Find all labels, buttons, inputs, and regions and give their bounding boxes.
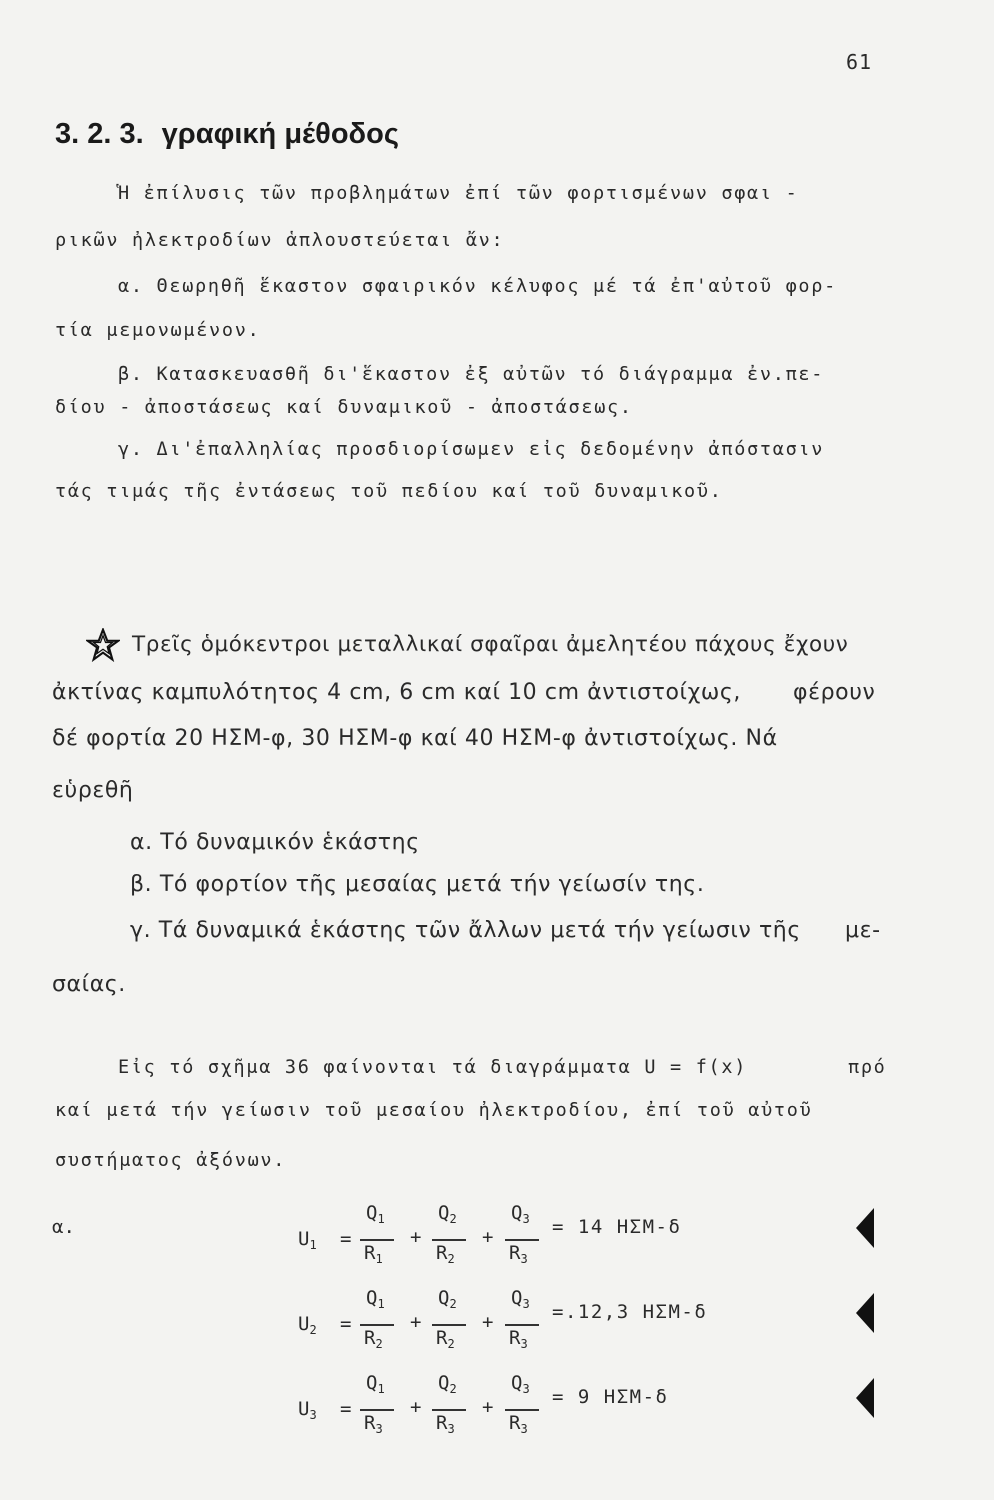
plus-sign: + [410, 1311, 422, 1333]
fraction-numerator-subscript: 2 [449, 1382, 457, 1396]
equation-lhs-subscript: 1 [309, 1238, 317, 1252]
fraction-numerator [511, 1202, 530, 1226]
fraction-numerator [438, 1372, 457, 1396]
fraction-numerator-symbol: Q [511, 1202, 523, 1224]
fraction-numerator-subscript: 2 [449, 1297, 457, 1311]
fraction-denominator [364, 1242, 383, 1266]
fraction-denominator [364, 1327, 383, 1351]
fraction-numerator-symbol: Q [366, 1372, 378, 1394]
fraction-numerator-subscript: 1 [377, 1382, 385, 1396]
problem-item-c: γ. Τά δυναμικά ἑκάστης τῶν ἄλλων μετά τήν γείωσιν τῆς [130, 918, 801, 943]
fraction-line [360, 1409, 394, 1411]
fraction-denominator [364, 1412, 383, 1436]
solution-line-2: καί μετά τήν γείωσιν τοῦ μεσαίου ἠλεκτροδίου, ἐπί τοῦ αὐτοῦ [55, 1100, 813, 1121]
section-title: γραφική μέθοδος [161, 118, 399, 150]
fraction-denominator [509, 1412, 528, 1436]
plus-sign: + [482, 1311, 494, 1333]
fraction-numerator-symbol: Q [438, 1372, 450, 1394]
fraction-denominator-symbol: R [509, 1327, 521, 1349]
fraction-numerator-symbol: Q [511, 1287, 523, 1309]
fraction-denominator-subscript: 3 [447, 1422, 455, 1436]
solution-alpha-label: α. [52, 1216, 75, 1238]
intro-line-6: δίου - ἀποστάσεως καί δυναμικοῦ - ἀποστάσεως. [55, 397, 633, 418]
triangle-left-icon [856, 1378, 874, 1418]
problem-line-3: δέ φορτία 20 ΗΣΜ-φ, 30 ΗΣΜ-φ καί 40 ΗΣΜ-φ ἀντιστοίχως. Νά [52, 726, 778, 751]
problem-line-1: Τρεῖς ὁμόκεντροι μεταλλικαί σφαῖραι ἀμελητέου πάχους ἔχουν [132, 632, 849, 657]
fraction-line [505, 1239, 539, 1241]
fraction-line [432, 1324, 466, 1326]
fraction-denominator [436, 1327, 455, 1351]
fraction-numerator-symbol: Q [438, 1287, 450, 1309]
fraction-numerator [366, 1287, 385, 1311]
solution-line-1-end: πρό [848, 1057, 887, 1078]
equals-sign: = [340, 1398, 352, 1420]
fraction-denominator [436, 1412, 455, 1436]
fraction-denominator-subscript: 2 [375, 1337, 383, 1351]
fraction-denominator [509, 1242, 528, 1266]
intro-line-2: ρικῶν ἠλεκτροδίων ἁπλουστεύεται ἄν: [55, 230, 505, 251]
equation-result: =.12,3 ΗΣΜ-δ [552, 1301, 708, 1323]
problem-line-2: ἀκτίνας καμπυλότητος 4 cm, 6 cm καί 10 cm ἀντιστοίχως, [52, 680, 742, 705]
plus-sign: + [410, 1396, 422, 1418]
fraction-numerator [438, 1202, 457, 1226]
equation-lhs-subscript: 2 [309, 1323, 317, 1337]
plus-sign: + [482, 1226, 494, 1248]
fraction-numerator [511, 1287, 530, 1311]
equation-lhs [298, 1313, 317, 1337]
equation-result: = 14 ΗΣΜ-δ [552, 1216, 682, 1238]
fraction-numerator [366, 1202, 385, 1226]
triangle-left-icon [856, 1293, 874, 1333]
plus-sign: + [410, 1226, 422, 1248]
equation-lhs [298, 1228, 317, 1252]
fraction-denominator-symbol: R [436, 1242, 448, 1264]
equation-lhs-symbol: U [298, 1313, 310, 1335]
fraction-line [432, 1409, 466, 1411]
solution-line-3: συστήματος ἀξόνων. [55, 1150, 287, 1171]
section-number: 3. 2. 3. [55, 118, 144, 150]
fraction-line [360, 1324, 394, 1326]
star-icon [86, 628, 120, 662]
fraction-denominator-subscript: 3 [520, 1337, 528, 1351]
fraction-denominator-subscript: 3 [520, 1252, 528, 1266]
fraction-numerator-symbol: Q [438, 1202, 450, 1224]
equation-lhs-subscript: 3 [309, 1408, 317, 1422]
intro-line-4: τία μεμονωμένον. [55, 320, 261, 341]
intro-line-8: τάς τιμάς τῆς ἐντάσεως τοῦ πεδίου καί τοῦ δυναμικοῦ. [55, 481, 723, 502]
section-heading [55, 118, 399, 151]
fraction-numerator [438, 1287, 457, 1311]
fraction-denominator-subscript: 2 [447, 1252, 455, 1266]
intro-line-1: Ἡ ἐπίλυσις τῶν προβλημάτων ἐπί τῶν φορτισμένων σφαι - [118, 183, 799, 204]
problem-item-c-end: με- [845, 918, 881, 943]
intro-line-3: α. Θεωρηθῆ ἕκαστον σφαιρικόν κέλυφος μέ τά ἐπ'αὐτοῦ φορ- [118, 276, 837, 297]
fraction-denominator-symbol: R [364, 1327, 376, 1349]
equation-lhs-symbol: U [298, 1228, 310, 1250]
fraction-numerator-subscript: 2 [449, 1212, 457, 1226]
fraction-denominator [436, 1242, 455, 1266]
fraction-numerator-symbol: Q [366, 1287, 378, 1309]
fraction-denominator-symbol: R [436, 1327, 448, 1349]
plus-sign: + [482, 1396, 494, 1418]
fraction-numerator-subscript: 3 [522, 1382, 530, 1396]
fraction-denominator-symbol: R [436, 1412, 448, 1434]
fraction-numerator [511, 1372, 530, 1396]
fraction-line [432, 1239, 466, 1241]
equation-lhs-symbol: U [298, 1398, 310, 1420]
fraction-denominator [509, 1327, 528, 1351]
page-number: 61 [846, 50, 873, 74]
fraction-numerator-subscript: 3 [522, 1212, 530, 1226]
fraction-numerator-symbol: Q [366, 1202, 378, 1224]
fraction-line [360, 1239, 394, 1241]
fraction-numerator-subscript: 1 [377, 1297, 385, 1311]
equation-lhs [298, 1398, 317, 1422]
problem-item-c-continued: σαίας. [52, 972, 126, 997]
intro-line-7: γ. Δι'ἐπαλληλίας προσδιορίσωμεν εἰς δεδομένην ἀπόστασιν [118, 439, 825, 460]
equals-sign: = [340, 1313, 352, 1335]
problem-line-4: εὑρεθῆ [52, 778, 134, 803]
fraction-line [505, 1324, 539, 1326]
problem-item-b: β. Τό φορτίον τῆς μεσαίας μετά τήν γείωσίν της. [130, 872, 705, 897]
equation-result: = 9 ΗΣΜ-δ [552, 1386, 669, 1408]
fraction-denominator-subscript: 3 [375, 1422, 383, 1436]
fraction-denominator-subscript: 2 [447, 1337, 455, 1351]
fraction-denominator-symbol: R [509, 1412, 521, 1434]
problem-line-2-end: φέρουν [793, 680, 876, 705]
fraction-numerator [366, 1372, 385, 1396]
fraction-denominator-subscript: 1 [375, 1252, 383, 1266]
fraction-denominator-subscript: 3 [520, 1422, 528, 1436]
fraction-numerator-subscript: 1 [377, 1212, 385, 1226]
triangle-left-icon [856, 1208, 874, 1248]
fraction-denominator-symbol: R [509, 1242, 521, 1264]
solution-line-1: Εἰς τό σχῆμα 36 φαίνονται τά διαγράμματα U = f(x) [118, 1057, 748, 1078]
intro-line-5: β. Κατασκευασθῆ δι'ἕκαστον ἐξ αὐτῶν τό διάγραμμα ἐν.πε- [118, 364, 825, 385]
fraction-line [505, 1409, 539, 1411]
fraction-numerator-subscript: 3 [522, 1297, 530, 1311]
fraction-denominator-symbol: R [364, 1412, 376, 1434]
equals-sign: = [340, 1228, 352, 1250]
fraction-denominator-symbol: R [364, 1242, 376, 1264]
problem-item-a: α. Τό δυναμικόν ἑκάστης [130, 830, 420, 855]
fraction-numerator-symbol: Q [511, 1372, 523, 1394]
